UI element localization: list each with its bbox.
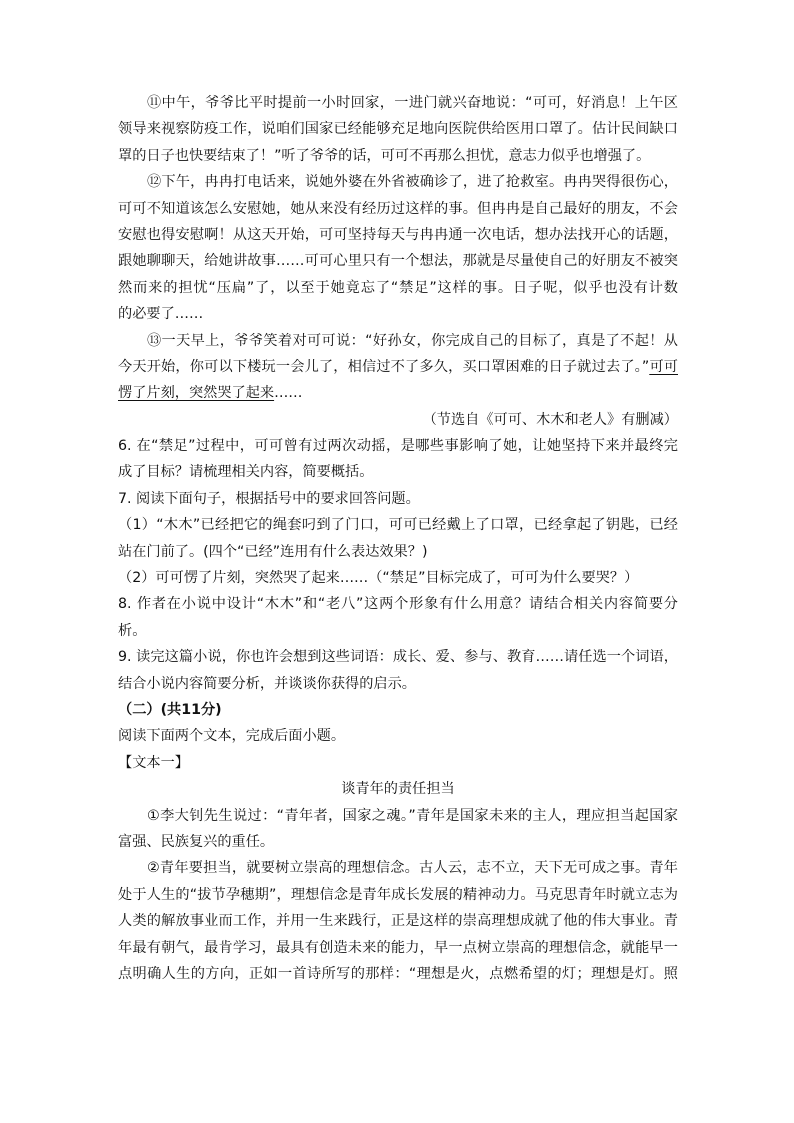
question-6 [118,433,678,486]
question-8 [118,591,678,644]
text-line: 跟她聊聊天，给她讲故事……可可心里只有一个想法，那就是尽量使自己的好朋友不被突 [118,253,678,270]
text-line [118,354,678,380]
document-page [118,90,678,987]
text-line: ②青年要担当，就要树立崇高的理想信念。古人云，志不立，天下无可成之事。青年 [147,860,678,877]
underlined-sentence: 愣了片刻，突然哭了起来 [118,385,275,402]
text-line: 领导来视察防疫工作，说咱们国家已经能够充足地向医院供给医用口罩了。估计民间缺口 [118,121,678,138]
essay-paragraph-1 [118,803,678,856]
text-line: 可可不知道该怎么安慰她，她从来没有经历过这样的事。但冉冉是自己最好的朋友，不会 [118,200,678,217]
text-line: 人类的解放事业而工作，并用一生来践行，正是这样的崇高理想成就了他的伟大事业。青 [118,913,678,930]
story-paragraph-11 [118,90,678,169]
text-line: 然而来的担忧“压扁”了，以至于她竟忘了“禁足”这样的事。日子呢，似乎也没有计数 [118,279,678,296]
text-line [118,380,678,406]
text-line: 年最有朝气，最肯学习，最具有创造未来的能力，早一点树立崇高的理想信念，就能早一 [118,939,678,956]
essay-paragraph-2 [118,855,678,987]
story-paragraph-13 [118,328,678,407]
text-line: 8. 作者在小说中设计“木木”和“老八”这两个形象有什么用意？请结合相关内容简要分 [118,596,678,613]
text-segment: 今天开始，你可以下楼玩一会儿了，相信过不了多久，买口罩困难的日子就过去了。” [118,358,650,375]
text-line: 富强、民族复兴的重任。 [118,833,275,850]
text-line: 结合小说内容简要分析，并谈谈你获得的启示。 [118,675,416,692]
question-7-1 [118,512,678,565]
text-line: ⑬一天早上，爷爷笑着对可可说：“好孙女，你完成自己的目标了，真是了不起！从 [147,332,678,349]
ellipsis: …… [274,385,303,402]
story-paragraph-12 [118,169,678,327]
question-9 [118,644,678,697]
question-7: 7. 阅读下面句子，根据括号中的要求回答问题。 [118,490,420,507]
source-note: （节选自《可可、木木和老人》有删减） [422,411,678,428]
text-one-label: 【文本一】 [118,754,189,771]
text-line: ⑫下午，冉冉打电话来，说她外婆在外省被确诊了，进了抢救室。冉冉哭得很伤心， [147,174,678,191]
text-line: 6. 在“禁足”过程中，可可曾有过两次动摇，是哪些事影响了她，让她坚持下来并最终完 [118,438,678,455]
text-line: 处于人生的“拔节孕穗期”，理想信念是青年成长发展的精神动力。马克思青年时就立志为 [118,886,678,903]
essay-title: 谈青年的责任担当 [341,781,455,798]
section-instruction: 阅读下面两个文本，完成后面小题。 [118,728,346,745]
section-heading: （二）(共11分) [118,701,222,718]
question-7-2: （2）可可愣了片刻，突然哭了起来……（“禁足”目标完成了，可可为什么要哭？） [118,570,639,587]
text-line: （1）“木木”已经把它的绳套叼到了门口，可可已经戴上了口罩，已经拿起了钥匙，已经 [118,517,678,534]
text-line: 析。 [118,622,147,639]
underlined-sentence-start: 可可 [649,358,678,375]
text-line: ①李大钊先生说过：“青年者，国家之魂。”青年是国家未来的主人，理应担当起国家 [147,807,678,824]
text-line: ⑪中午，爷爷比平时提前一小时回家，一进门就兴奋地说：“可可，好消息！上午区 [147,95,678,111]
text-line: 点明确人生的方向，正如一首诗所写的那样：“理想是火，点燃希望的灯；理想是灯。照 [118,965,678,982]
text-line: 9. 读完这篇小说，你也许会想到这些词语：成长、爱、参与、教育……请任选一个词语， [118,649,678,666]
text-line: 罩的日子也快要结束了！”听了爷爷的话，可可不再那么担忧，意志力似乎也增强了。 [118,147,651,164]
text-line: 站在门前了。(四个“已经”连用有什么表达效果？) [118,543,428,560]
text-line: 的必要了…… [118,306,204,323]
text-line: 安慰也得安慰啊！从这天开始，可可坚持每天与冉冉通一次电话，想办法找开心的话题， [118,226,678,243]
text-line: 成了目标？请梳理相关内容，简要概括。 [118,464,374,481]
